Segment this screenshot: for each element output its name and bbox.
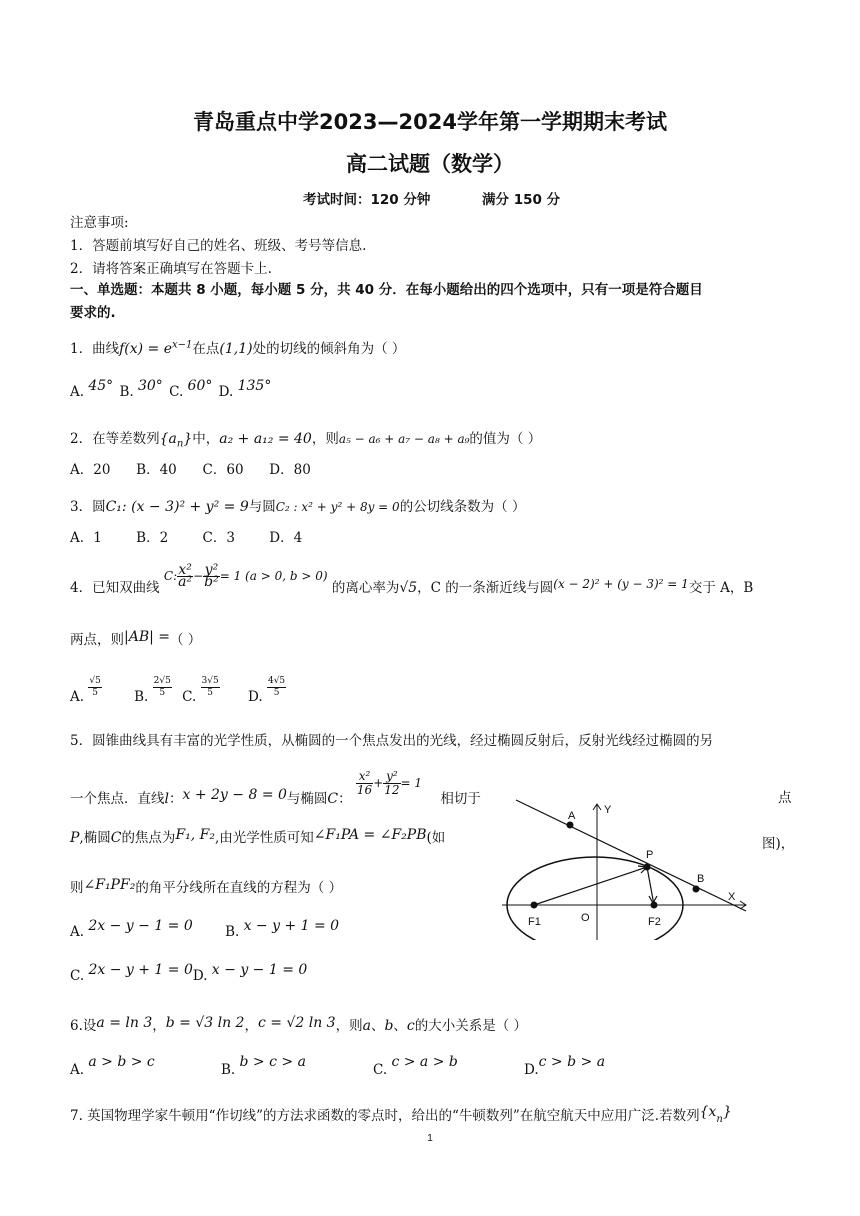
question-3: [70, 495, 525, 515]
question-6: [70, 1014, 527, 1034]
note-item: 1．答题前填写好自己的姓名、班级、考号等信息.: [70, 238, 367, 254]
q4-minus: −: [193, 569, 204, 583]
q6-option-b: [221, 1054, 306, 1078]
q2-mid2: ，则: [311, 431, 339, 447]
q2-expr: a₅ − a₆ + a₇ − a₈ + a₉: [338, 432, 470, 446]
q6-option-a: [70, 1054, 155, 1078]
section-heading-cont: 要求的.: [70, 305, 116, 321]
q5-eq1: = 1: [400, 776, 423, 790]
frac-den: 16: [356, 783, 373, 797]
q5-text: ,由光学性质可知: [215, 830, 314, 846]
q3-c2: C₂ : x² + y² + 8y = 0: [275, 500, 400, 514]
q7-seq-end: }: [722, 1104, 732, 1120]
q4-num2: y²: [204, 562, 219, 578]
q1-suffix: 处的切线的倾斜角为（ ）: [252, 341, 406, 357]
q2-seq: {a: [159, 431, 177, 447]
q4-option-a-frac: [88, 676, 101, 699]
frac-num: 4√5: [267, 676, 286, 686]
option-value: 2x − y + 1 = 0: [88, 962, 193, 978]
q5-text: 一个焦点．直线: [70, 791, 165, 807]
label-b: B: [697, 873, 705, 885]
frac-num: x²: [356, 770, 373, 784]
option-value: 2x − y − 1 = 0: [88, 918, 193, 934]
q6-suffix: 的大小关系是（ ）: [414, 1018, 528, 1034]
option-value: b > c > a: [239, 1054, 306, 1070]
option-label: C.: [373, 1062, 388, 1078]
q5-c: C: [110, 830, 122, 846]
q5-text: 的角平分线所在直线的方程为（ ）: [135, 880, 343, 896]
q5-options-row1: [70, 918, 340, 940]
q6-sep: 、: [393, 1018, 407, 1034]
q2-seq-sub: n: [176, 438, 184, 450]
q1-prefix: 1．曲线: [70, 341, 120, 357]
q5-line3: [70, 826, 445, 846]
question-7: [70, 1104, 732, 1127]
q4-num1: x²: [178, 562, 192, 578]
tangent-line: [516, 800, 746, 911]
q3-options: A．1 B．2 C．3 D．4: [70, 530, 303, 546]
frac-den: 5: [207, 688, 213, 698]
option-label: A.: [70, 384, 85, 400]
q5-frac-y: [383, 770, 400, 797]
q1-exp: x−1: [172, 339, 193, 351]
q7-seq-sub: n: [716, 1113, 723, 1125]
q5-ellipse-c: C: [327, 791, 339, 807]
option-label: D.: [248, 689, 263, 705]
q2-suffix: 的值为（ ）: [469, 431, 542, 447]
q5-p: P: [70, 830, 80, 846]
option-value: 60°: [187, 378, 213, 394]
option-label: C.: [169, 384, 184, 400]
q4-options: [70, 676, 286, 705]
frac-den: 5: [159, 688, 166, 698]
q5-text: ：: [338, 791, 352, 807]
point-b: [693, 886, 700, 893]
exam-subtitle: 高二试题（数学）: [346, 152, 514, 176]
label-x: X: [728, 891, 736, 903]
note-item: 2．请将答案正确填写在答题卡上.: [70, 261, 272, 277]
full-score: 满分 150 分: [482, 192, 561, 208]
q5-line3-end: 图)，: [762, 836, 795, 852]
option-value: a > b > c: [88, 1054, 155, 1070]
q2-seq-end: }: [183, 431, 193, 447]
q4-option-c-frac: [201, 676, 220, 699]
q5-text: (如: [426, 830, 446, 846]
option-label: D.: [192, 968, 208, 984]
frac-den: 5: [92, 688, 98, 698]
option-label: D.: [524, 1062, 539, 1078]
q7-seq: {x: [699, 1104, 717, 1120]
q4-curve-lead: C:: [163, 569, 178, 583]
q5-line2: 一个焦点．直线l：x + 2y − 8 = 0与椭圆C： $\frac{\text{x²}}{16}$ + $\frac{\text{y²}}{12}$ = 1 相切于: [70, 769, 481, 807]
q5-text: ：: [168, 791, 183, 807]
option-label: B.: [225, 924, 240, 940]
option-value: c > b > a: [538, 1054, 606, 1070]
option-value: x − y − 1 = 0: [211, 962, 308, 978]
q2-eq: a₂ + a₁₂ = 40: [219, 431, 312, 447]
q4-mid2: ，C 的一条渐近线与圆: [417, 580, 554, 596]
point-p: [644, 864, 651, 871]
label-a: A: [568, 810, 576, 822]
option-value: 45°: [88, 378, 114, 394]
q2-options: A．20 B．40 C．60 D．80: [70, 462, 311, 478]
frac-num: y²: [383, 770, 400, 784]
q6-b: b = √3 ln 2: [165, 1015, 245, 1031]
frac-den: 5: [273, 688, 280, 698]
q5-text: 的焦点为: [121, 830, 176, 846]
q6-option-d: [524, 1054, 606, 1078]
q5-line-l: l: [164, 791, 169, 807]
q4-den2: b²: [204, 574, 219, 590]
q5-text: 相切于: [440, 791, 481, 807]
point-f2: [651, 902, 658, 909]
point-a: [567, 822, 574, 829]
ellipse-diagram: [500, 798, 756, 940]
q7-text: 7. 英国物理学家牛顿用“作切线”的方法求函数的零点时，给出的“牛顿数列”在航空航天中应用广泛.若数列: [70, 1108, 700, 1124]
q3-mid: 与圆: [248, 499, 276, 515]
option-value: 135°: [237, 378, 272, 394]
q4-ecc: √5: [399, 580, 418, 596]
q4-suffix: （ ）: [170, 632, 202, 648]
label-o: O: [581, 912, 590, 924]
q4-mid3: 交于 A，B: [688, 580, 754, 596]
option-label: C.: [182, 689, 197, 705]
label-y: Y: [604, 804, 612, 816]
q6-sep: 、: [370, 1018, 385, 1034]
q3-c1: C₁: (x − 3)² + y² = 9: [105, 499, 249, 515]
option-label: A.: [70, 1062, 85, 1078]
q4-line2-prefix: 两点，则: [70, 632, 124, 648]
q3-suffix: 的公切线条数为（ ）: [399, 499, 526, 515]
question-2: [70, 427, 541, 450]
question-4: [70, 562, 754, 600]
option-label: B.: [119, 384, 134, 400]
frac-num: 2√5: [153, 676, 171, 686]
page-number: 1: [427, 1133, 433, 1144]
q1-point: (1,1): [219, 341, 253, 357]
q6-a2: a: [362, 1018, 371, 1034]
q5-options-row2: [70, 962, 308, 984]
q4-line2: [70, 628, 201, 648]
q2-prefix: 2．在等差数列: [70, 431, 160, 447]
q4-cond: = 1 (a > 0, b > 0): [219, 569, 328, 583]
q5-frac-x: [356, 770, 373, 797]
ray-f1-p: [534, 867, 647, 905]
q4-option-b-frac: [153, 676, 172, 699]
q4-mid1: 的离心率为: [331, 580, 400, 596]
label-f2: F2: [648, 916, 661, 928]
q5-angle: ∠F₁PA = ∠F₂PB: [313, 827, 427, 843]
section-heading: 一、单选题：本题共 8 小题，每小题 5 分，共 40 分．在每小题给出的四个选项中，只有一项是符合题目: [70, 282, 703, 298]
q5-line-eq: x + 2y − 8 = 0: [182, 787, 287, 803]
q5-line4: [70, 876, 342, 896]
q5-text: ,椭圆: [79, 830, 111, 846]
exam-title: 青岛重点中学2023—2024学年第一学期期末考试: [193, 110, 667, 134]
q6-mid: ，则: [335, 1018, 363, 1034]
q4-prefix: 4．已知双曲线: [70, 580, 160, 596]
q1-options: [70, 378, 272, 400]
q6-sep: ，: [244, 1018, 258, 1034]
option-value: 30°: [137, 378, 163, 394]
q6-sep: ，: [152, 1018, 166, 1034]
option-label: D.: [218, 384, 234, 400]
q6-b2: b: [384, 1018, 394, 1034]
notes-heading: 注意事项:: [70, 215, 129, 231]
q5-line2-end: 点: [778, 790, 792, 806]
option-label: B.: [134, 689, 149, 705]
frac-num: 3√5: [201, 676, 219, 686]
q5-foci: F₁, F₂: [175, 827, 215, 843]
q6-option-c: [373, 1054, 458, 1078]
q5-line1: 5．圆锥曲线具有丰富的光学性质，从椭圆的一个焦点发出的光线，经过椭圆反射后，反射光线经过椭圆的另: [70, 733, 714, 749]
q6-a: a = ln 3: [96, 1015, 153, 1031]
q4-frac-x: [177, 562, 193, 590]
q5-angle2: ∠F₁PF₂: [83, 877, 136, 893]
q5-text: 则: [70, 880, 84, 896]
option-label: C.: [70, 968, 85, 984]
label-f1: F1: [528, 916, 541, 928]
frac-num: √5: [89, 676, 101, 686]
q4-den1: a²: [178, 574, 193, 590]
q1-mid: 在点: [192, 341, 220, 357]
label-p: P: [646, 849, 654, 861]
q6-prefix: 6.设: [70, 1018, 97, 1034]
q5-text: 与椭圆: [286, 791, 328, 807]
question-1: [70, 337, 405, 357]
q4-frac-y: [203, 562, 220, 590]
q4-circle: (x − 2)² + (y − 3)² = 1: [553, 577, 689, 591]
q4-ab: |AB| =: [124, 629, 171, 645]
option-label: A.: [70, 689, 85, 705]
option-label: A.: [70, 924, 85, 940]
q4-option-d-frac: [267, 676, 286, 699]
q6-c: c = √2 ln 3: [257, 1015, 336, 1031]
q6-c2: c: [406, 1018, 415, 1034]
option-value: x − y + 1 = 0: [243, 918, 340, 934]
option-value: c > a > b: [391, 1054, 458, 1070]
q1-func: f(x) = e: [119, 341, 173, 357]
frac-den: 12: [384, 783, 400, 797]
exam-time: 考试时间：120 分钟: [303, 192, 431, 208]
q2-mid: 中，: [192, 431, 220, 447]
option-label: B.: [221, 1062, 236, 1078]
point-f1: [531, 902, 538, 909]
q3-prefix: 3．圆: [70, 499, 106, 515]
